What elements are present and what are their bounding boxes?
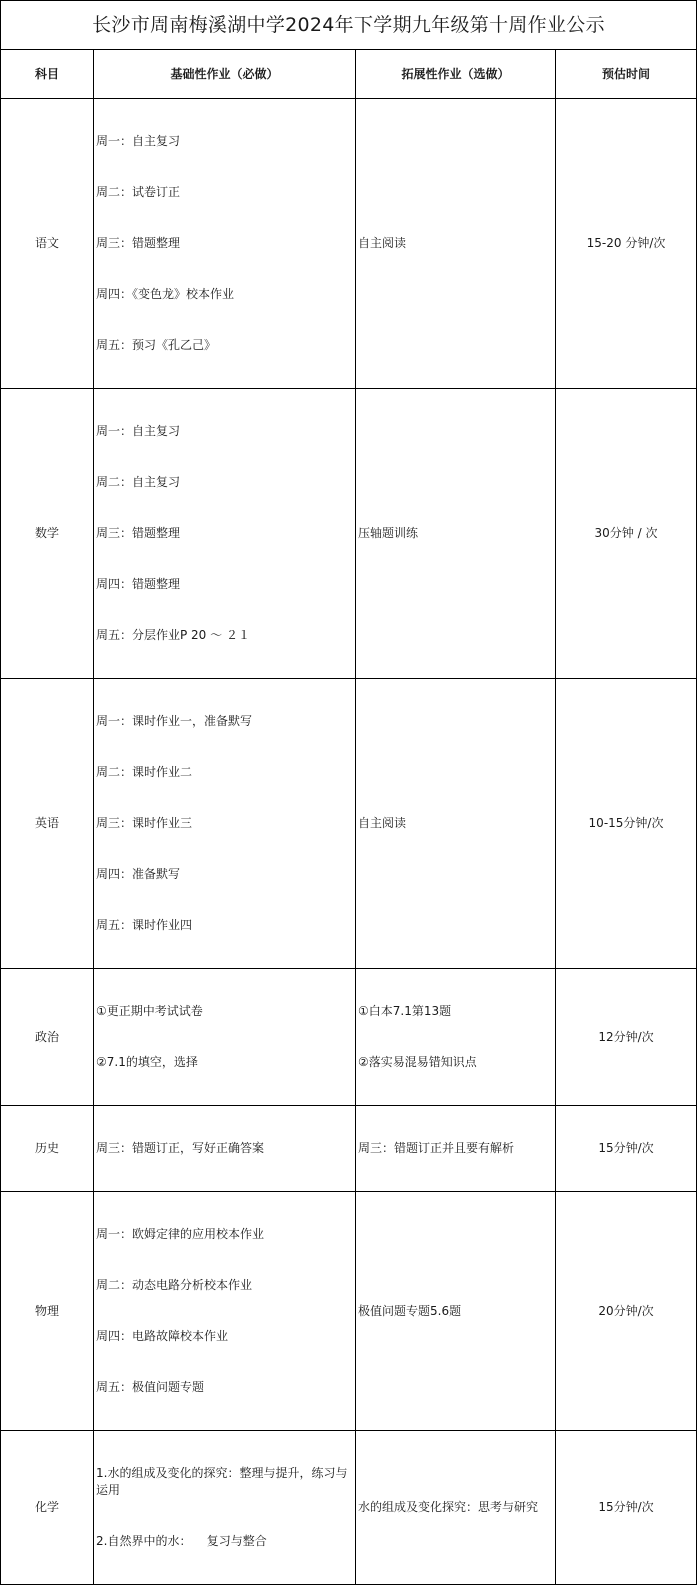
homework-line: 周三：错题整理 — [96, 526, 181, 540]
homework-line: 周三：错题整理 — [96, 236, 181, 250]
header-estimated-time: 预估时间 — [556, 50, 697, 99]
homework-line: ②7.1的填空，选择 — [96, 1055, 198, 1069]
table-row-politics — [1, 969, 697, 1106]
basic-homework-cell — [94, 1106, 356, 1192]
homework-line: 周三：错题订正，写好正确答案 — [96, 1141, 265, 1155]
table-row-chemistry — [1, 1431, 697, 1585]
homework-line: 压轴题训练 — [358, 526, 419, 540]
title-row — [1, 1, 697, 50]
subject-cell: 化学 — [1, 1431, 94, 1585]
homework-line: ①更正期中考试试卷 — [96, 1004, 203, 1018]
extended-homework-cell — [356, 969, 556, 1106]
homework-line: 自主阅读 — [358, 816, 407, 830]
homework-line: 水的组成及变化探究：思考与研究 — [358, 1500, 539, 1514]
basic-homework-cell — [94, 1192, 356, 1431]
homework-line: ①白本7.1第13题 — [358, 1004, 452, 1018]
basic-homework-cell — [94, 969, 356, 1106]
extended-homework-cell — [356, 1431, 556, 1585]
homework-line: 周三：课时作业三 — [96, 816, 193, 830]
homework-line: 自主阅读 — [358, 236, 407, 250]
homework-line: 周二：动态电路分析校本作业 — [96, 1278, 253, 1292]
estimated-time-cell: 10-15分钟/次 — [556, 679, 697, 969]
basic-homework-cell — [94, 99, 356, 389]
extended-homework-cell — [356, 99, 556, 389]
homework-line: 极值问题专题5.6题 — [358, 1303, 462, 1318]
header-extended-homework: 拓展性作业（选做） — [356, 50, 556, 99]
table-row-history — [1, 1106, 697, 1192]
extended-homework-cell — [356, 389, 556, 679]
homework-line: 周五：预习《孔乙己》 — [96, 338, 217, 352]
table-row-chinese — [1, 99, 697, 389]
extended-homework-cell — [356, 1106, 556, 1192]
homework-line: 周五：极值问题专题 — [96, 1380, 205, 1394]
homework-line: 周二：自主复习 — [96, 475, 181, 489]
homework-line: 周五：课时作业四 — [96, 918, 193, 932]
homework-line: 周一：自主复习 — [96, 424, 181, 438]
homework-line: 周一：欧姆定律的应用校本作业 — [96, 1227, 265, 1241]
basic-homework-cell — [94, 679, 356, 969]
table-row-english — [1, 679, 697, 969]
homework-line: 周三：错题订正并且要有解析 — [358, 1141, 515, 1155]
homework-line: 周一：自主复习 — [96, 134, 181, 148]
subject-cell: 历史 — [1, 1106, 94, 1192]
homework-line: 周二：课时作业二 — [96, 765, 193, 779]
estimated-time-cell: 15分钟/次 — [556, 1106, 697, 1192]
homework-line: 周五：分层作业P 20 ～ ２１ — [96, 628, 250, 642]
extended-homework-cell — [356, 679, 556, 969]
header-basic-homework: 基础性作业（必做） — [94, 50, 356, 99]
homework-line: 周四：《变色龙》校本作业 — [96, 287, 235, 301]
homework-line: 2.自然界中的水： 复习与整合 — [96, 1534, 267, 1548]
header-subject: 科目 — [1, 50, 94, 99]
page-title: 长沙市周南梅溪湖中学2024年下学期九年级第十周作业公示 — [1, 1, 697, 50]
homework-line: 周一：课时作业一，准备默写 — [96, 714, 253, 728]
subject-cell: 物理 — [1, 1192, 94, 1431]
homework-line: 周四：准备默写 — [96, 867, 181, 881]
estimated-time-cell: 15分钟/次 — [556, 1431, 697, 1585]
subject-cell: 政治 — [1, 969, 94, 1106]
basic-homework-cell — [94, 1431, 356, 1585]
estimated-time-cell: 20分钟/次 — [556, 1192, 697, 1431]
subject-cell: 英语 — [1, 679, 94, 969]
homework-line: ②落实易混易错知识点 — [358, 1055, 477, 1069]
homework-line: 周四：错题整理 — [96, 577, 181, 591]
header-row — [1, 50, 697, 99]
extended-homework-cell — [356, 1192, 556, 1431]
table-row-physics — [1, 1192, 697, 1431]
subject-cell: 数学 — [1, 389, 94, 679]
estimated-time-cell: 15-20 分钟/次 — [556, 99, 697, 389]
homework-line: 1.水的组成及变化的探究：整理与提升，练习与运用 — [96, 1466, 348, 1497]
estimated-time-cell: 30分钟 / 次 — [556, 389, 697, 679]
table-row-math — [1, 389, 697, 679]
subject-cell: 语文 — [1, 99, 94, 389]
homework-line: 周二：试卷订正 — [96, 185, 181, 199]
basic-homework-cell — [94, 389, 356, 679]
homework-line: 周四：电路故障校本作业 — [96, 1329, 229, 1343]
estimated-time-cell: 12分钟/次 — [556, 969, 697, 1106]
